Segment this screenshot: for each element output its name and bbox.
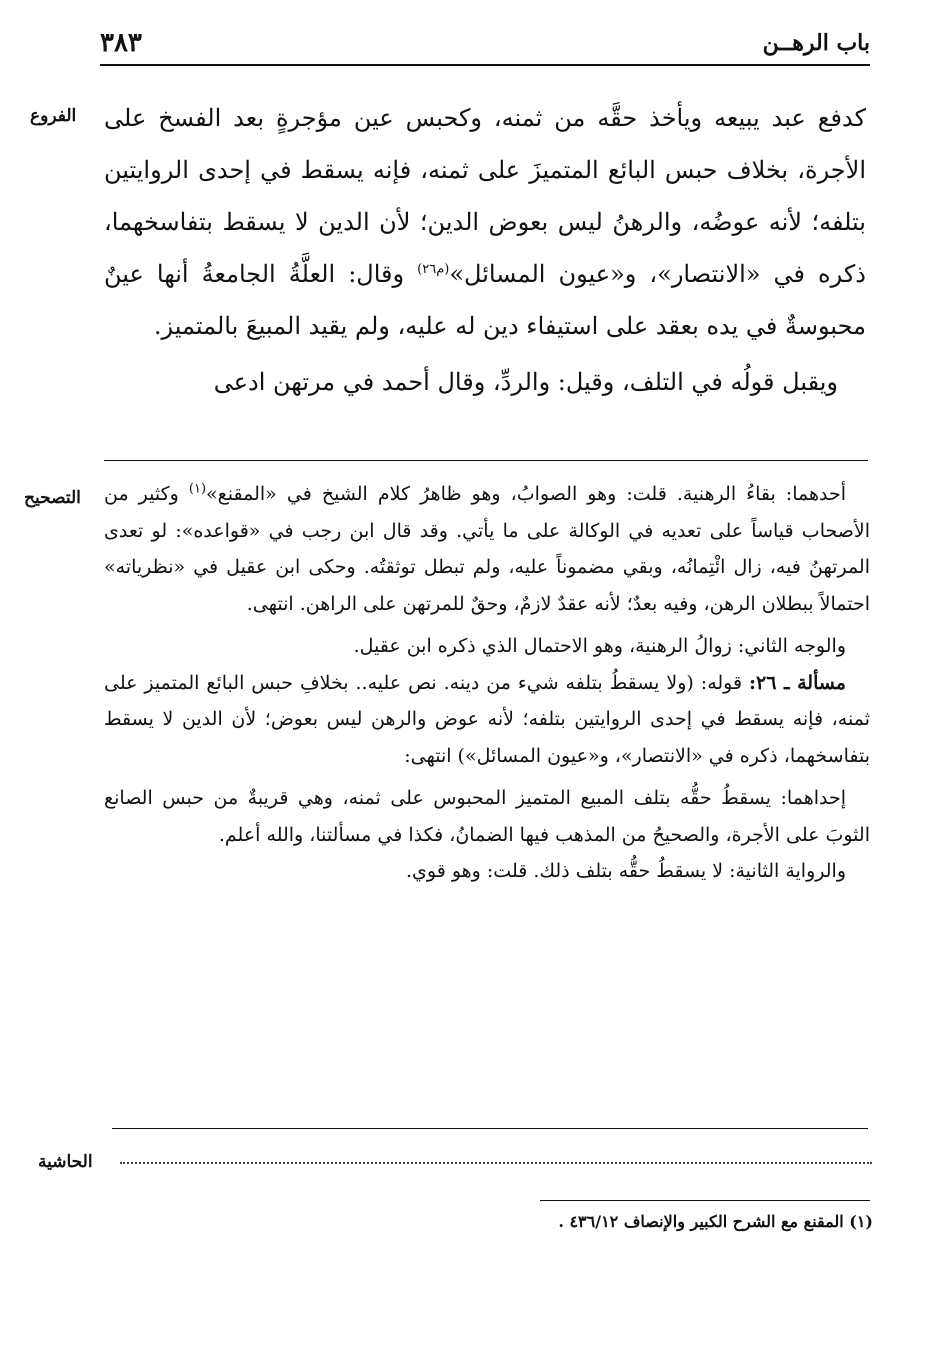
tashih-text-block [104, 476, 870, 890]
tashih-paragraph-4: إحداهما: يسقطُ حقُّه بتلف المبيع المتميز المحبوس على ثمنه، وهي قريبةٌ من حبس الصانع الثوبَ على الأجرة، والصحيحُ من المذهب فيها الضمانُ، فكذا في مسألتنا، والله أعلم. [104, 787, 870, 846]
tashih-paragraph-1 [104, 476, 870, 622]
tashih-p1-part-b: وكثير من الأصحاب قياساً على تعديه في الوكالة على ما يأتي. وقد قال ابن رجب في «قواعده»: لو تعدى المرتهنُ فيه، زال ائْتِمانُه، وبقي مضموناً عليه، ولم تبطل توثقتُه. وحكى ابن عقيل في «نظرياته» احتمالاً ببطلان الرهن، وفيه بعدٌ؛ لأنه عقدٌ لازمٌ، وحقٌ للمرتهن على الراهن. انتهى. [104, 483, 870, 615]
hashiya-dotted-line [120, 1162, 872, 1164]
footnote: (١) المقنع مع الشرح الكبير والإنصاف ٤٣٦/١٢ . [558, 1212, 873, 1231]
main-line-2: الأجرة، بخلاف حبس البائع المتميزَ على ثمنه، فإنه يسقط في إحدى [198, 156, 866, 184]
side-label-hashiya: الحاشية [38, 1152, 93, 1172]
main-line-1: كدفع عبد يبيعه ويأخذ حقَّه من ثمنه، وكحبس عين مؤجرةٍ بعد الفسخ على [104, 104, 866, 132]
page-header [100, 28, 870, 62]
masala-label: مسألة ـ ٢٦: [749, 671, 846, 694]
main-text-block [104, 92, 866, 408]
main-line-4: يسقط بتفاسخهما، ذكره في «الانتصار»، و«عيون المسائل» [104, 208, 866, 288]
header-divider [100, 64, 870, 66]
side-label-furu: الفروع [30, 106, 77, 126]
section-divider [104, 460, 868, 461]
tashih-paragraph-3 [104, 665, 870, 775]
main-line-3: الروايتين بتلفه؛ لأنه عوضُه، والرهنُ ليس بعوض الدين؛ لأن الدين لا [104, 156, 866, 236]
main-paragraph-2: ويقبل قولُه في التلف، وقيل: والردِّ، وقال أحمد في مرتهن ادعى [213, 368, 838, 396]
tashih-paragraph-2: والوجه الثاني: زوالُ الرهنية، وهو الاحتمال الذي ذكره ابن عقيل. [353, 635, 846, 657]
main-note-marker: (م٢٦) [417, 262, 450, 277]
tashih-p1-part-a: أحدهما: بقاءُ الرهنية. قلت: وهو الصوابُ، وهو ظاهرُ كلام الشيخ في «المقنع» [206, 483, 847, 505]
main-line-6: يقيد المبيعَ بالمتميز. [153, 312, 348, 340]
chapter-title: باب الرهــن [762, 30, 870, 56]
tashih-paragraph-5: والرواية الثانية: لا يسقطُ حقُّه بتلف ذلك. قلت: وهو قوي. [405, 860, 846, 882]
footnote-marker: (١) [188, 481, 207, 497]
tashih-end-divider [112, 1128, 868, 1129]
masala-text: قوله: (ولا يسقطُ بتلفه شيء من دينه. نص عليه.. بخلافِ حبس البائع المتميز على ثمنه، فإنه يسقط في إحدى الروايتين بتلفه؛ لأنه عوض والرهن ليس بعوض؛ لأن الدين لا يسقط بتفاسخهما، ذكره في «الانتصار»، و«عيون المسائل») انتهى: [104, 671, 870, 767]
page-number: ٣٨٣ [100, 28, 142, 58]
side-label-tashih: التصحيح [24, 488, 81, 508]
main-line-5: العلَّةُ الجامعةُ أنها عينٌ محبوسةٌ في يده بعقد على استيفاء دين له عليه، ولم [104, 260, 866, 340]
footnote-divider [540, 1200, 870, 1201]
main-line-4-tail: وقال: [348, 260, 418, 288]
main-paragraph-1 [104, 92, 866, 352]
